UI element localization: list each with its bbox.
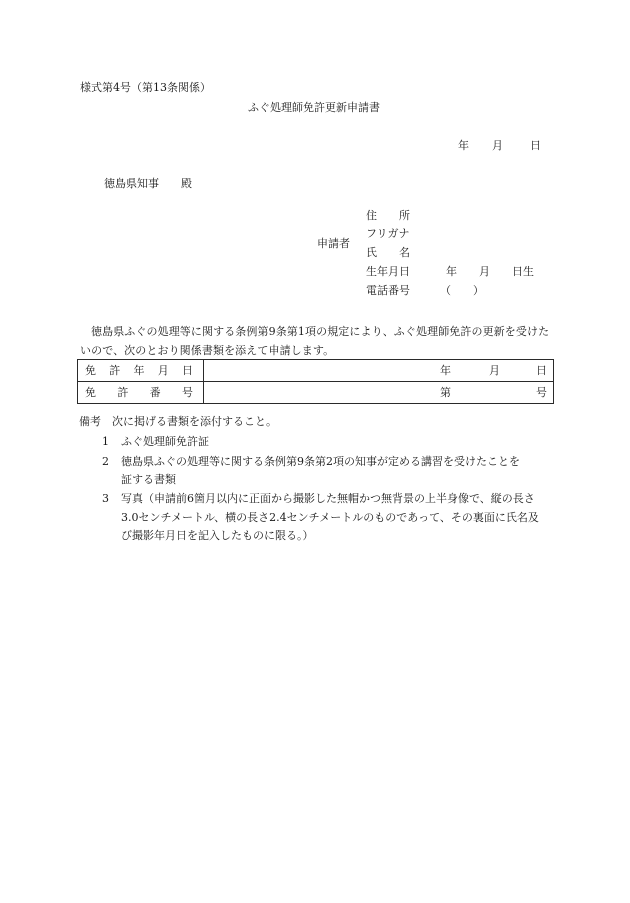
notes-heading: 備考 次に掲げる書類を添付すること。 (79, 415, 277, 428)
note-number: 3 (102, 492, 109, 505)
date-month-label: 月 (492, 139, 503, 152)
note-number: 2 (102, 455, 109, 468)
note-number: 1 (102, 435, 109, 448)
label-char: 許 (109, 364, 121, 377)
phone-field-label: 電話番号 (366, 284, 410, 297)
birthdate-field-label: 生年月日 (366, 265, 410, 278)
note-text-continued: 証する書類 (121, 473, 176, 486)
table-row (78, 382, 554, 404)
license-date-label (78, 360, 204, 382)
table-row (78, 360, 554, 382)
form-number: 様式第4号（第13条関係） (80, 81, 211, 94)
note-text-continued: 3.0センチメートル、横の長さ2.4センチメートルのものであって、その裏面に氏名及 (121, 511, 539, 524)
label-char: 号 (181, 386, 193, 399)
label-char: 免 (85, 364, 96, 377)
label-char: 番 (149, 386, 161, 399)
label-char: 許 (117, 386, 129, 399)
label-char: 免 (85, 386, 96, 399)
label-char: 月 (157, 364, 169, 377)
note-text: 徳島県ふぐの処理等に関する条例第9条第2項の知事が定める講習を受けたことを (121, 455, 520, 468)
license-date-value (204, 360, 554, 382)
license-day-unit: 日 (536, 364, 547, 377)
furigana-field-label: フリガナ (366, 227, 410, 240)
license-number-value (204, 382, 554, 404)
note-text: ふぐ処理師免許証 (121, 435, 209, 448)
phone-field-value: （ ） (440, 284, 484, 297)
note-text: 写真（申請前6箇月以内に正面から撮影した無帽かつ無背景の上半身像で、縦の長さ (121, 492, 535, 505)
label-char: 日 (182, 364, 193, 377)
label-char: 年 (133, 364, 145, 377)
document-title: ふぐ処理師免許更新申請書 (248, 101, 380, 114)
intro-paragraph: 徳島県ふぐの処理等に関する条例第9条第1項の規定により、ふぐ処理師免許の更新を受けたいので、次のとおり関係書類を添えて申請します。 (80, 325, 550, 357)
name-field-label: 氏 名 (366, 246, 410, 259)
license-number-prefix: 第 (440, 386, 451, 399)
addressee: 徳島県知事 殿 (104, 177, 192, 190)
license-number-label (78, 382, 204, 404)
note-text-continued: び撮影年月日を記入したものに限る。） (121, 529, 314, 542)
birthdate-field-value: 年 月 日生 (446, 265, 534, 278)
license-year-unit: 年 (440, 364, 451, 377)
date-day-label: 日 (530, 139, 541, 152)
address-field-label: 住 所 (366, 209, 410, 222)
license-info-table (77, 359, 554, 404)
license-number-suffix: 号 (536, 386, 547, 399)
license-month-unit: 月 (489, 364, 500, 377)
date-year-label: 年 (458, 139, 469, 152)
applicant-label: 申請者 (317, 237, 350, 250)
